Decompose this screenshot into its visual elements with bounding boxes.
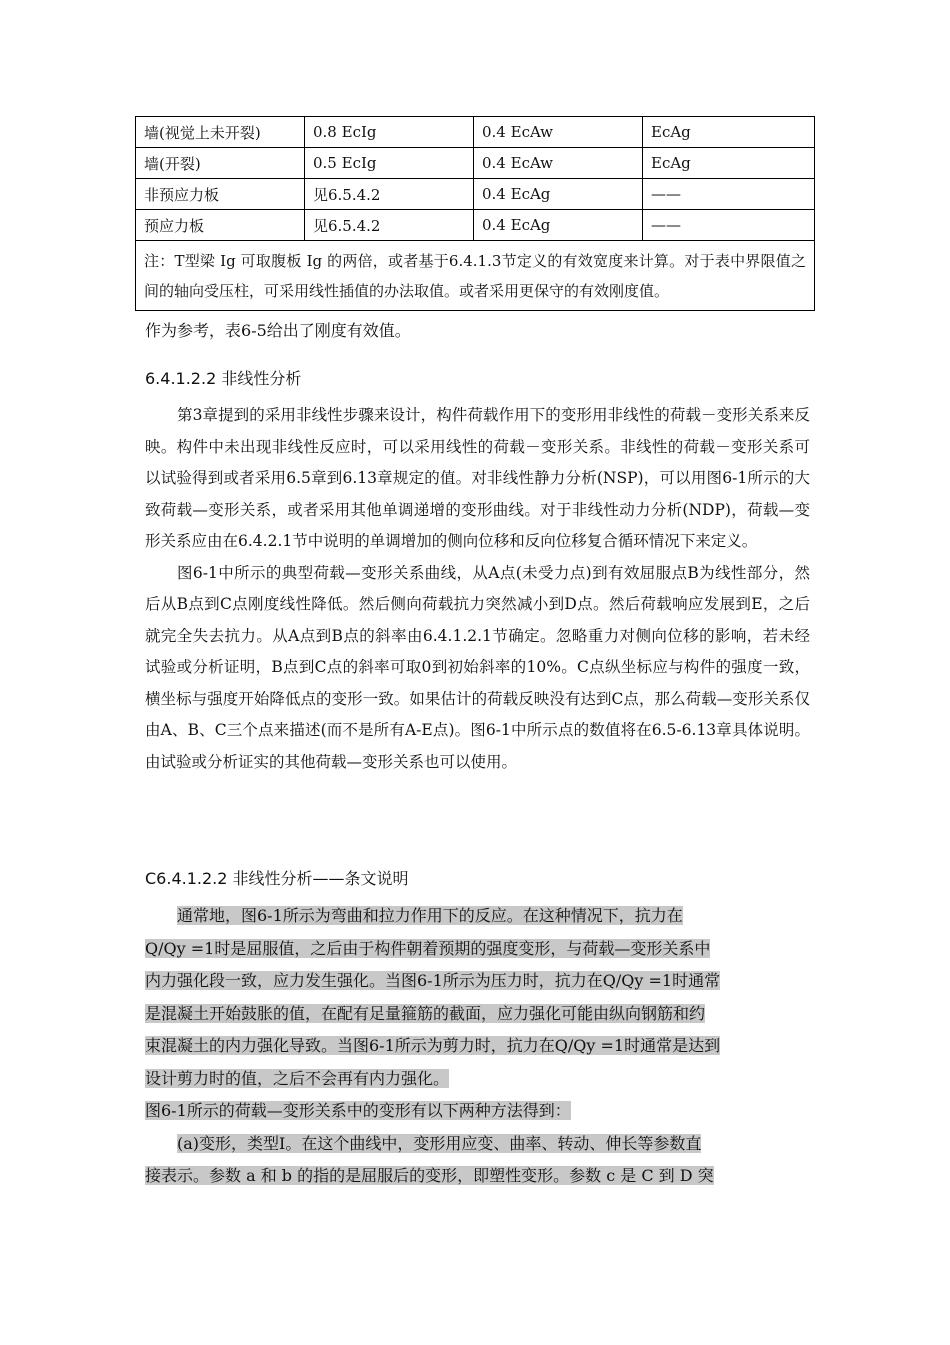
table-cell: 0.4 EcAw: [474, 117, 643, 148]
section-heading: 6.4.1.2.2 非线性分析: [145, 369, 302, 388]
highlighted-line: 内力强化段一致，应力发生强化。当图6-1所示为压力时，抗力在Q/Qy =1时通常: [145, 971, 721, 990]
table-cell: EcAg: [643, 117, 815, 148]
stiffness-table: [135, 116, 815, 311]
paragraph: 图6-1中所示的典型荷载—变形关系曲线，从A点(未受力点)到有效屈服点B为线性部分，然后从B点到C点刚度线性降低。然后侧向荷载抗力突然减小到D点。然后荷载响应发展到E，之后就完全失去抗力。从A点到B点的斜率由6.4.1.2.1节确定。忽略重力对侧向位移的影响，若未经试验或分析证明，B点到C点的斜率可取0到初始斜率的10%。C点纵坐标应与构件的强度一致，横坐标与强度开始降低点的变形一致。如果估计的荷载反映没有达到C点，那么荷载—变形关系仅由A、B、C三个点来描述(而不是所有A-E点)。图6-1中所示点的数值将在6.5-6.13章具体说明。由试验或分析证实的其他荷载—变形关系也可以使用。: [145, 563, 810, 771]
table-cell: 预应力板: [136, 210, 305, 241]
table-row: [136, 179, 815, 210]
table-note-row: [136, 241, 815, 311]
highlighted-line: 通常地，图6-1所示为弯曲和拉力作用下的反应。在这种情况下，抗力在: [177, 906, 683, 925]
table-cell: 0.4 EcAg: [474, 210, 643, 241]
table-cell: 0.4 EcAg: [474, 179, 643, 210]
table-cell: 墙(视觉上未开裂): [136, 117, 305, 148]
highlighted-line: 图6-1所示的荷载—变形关系中的变形有以下两种方法得到：: [145, 1101, 571, 1120]
table-cell: EcAg: [643, 148, 815, 179]
section-body: [145, 400, 810, 778]
table-cell: 0.8 EcIg: [305, 117, 474, 148]
table-cell: 0.4 EcAw: [474, 148, 643, 179]
highlighted-commentary: [145, 900, 810, 1193]
highlighted-line: 设计剪力时的值，之后不会再有内力强化。: [145, 1068, 450, 1088]
table-row: [136, 117, 815, 148]
table-cell: 非预应力板: [136, 179, 305, 210]
highlighted-line: 是混凝土开始鼓胀的值，在配有足量箍筋的截面，应力强化可能由纵向钢筋和约: [145, 1003, 706, 1023]
after-table-text: 作为参考，表6-5给出了刚度有效值。: [145, 321, 411, 340]
highlighted-line: 接表示。参数 a 和 b 的指的是屈服后的变形，即塑性变形。参数 c 是 C 到 D 突: [145, 1166, 714, 1185]
table-row: [136, 210, 815, 241]
table-cell: 见6.5.4.2: [305, 179, 474, 210]
table-cell: ——: [643, 179, 815, 210]
table-cell: ——: [643, 210, 815, 241]
table-row: [136, 148, 815, 179]
highlighted-line: 束混凝土的内力强化导致。当图6-1所示为剪力时，抗力在Q/Qy =1时通常是达到: [145, 1036, 721, 1055]
highlighted-line: (a)变形，类型Ⅰ。在这个曲线中，变形用应变、曲率、转动、伸长等参数直: [177, 1133, 702, 1153]
table-cell: 0.5 EcIg: [305, 148, 474, 179]
paragraph: 第3章提到的采用非线性步骤来设计，构件荷载作用下的变形用非线性的荷载－变形关系来反映。构件中未出现非线性反应时，可以采用线性的荷载－变形关系。非线性的荷载－变形关系可以试验得到或者采用6.5章到6.13章规定的值。对非线性静力分析(NSP)，可以用图6-1所示的大致荷载—变形关系，或者采用其他单调递增的变形曲线。对于非线性动力分析(NDP)，荷载—变形关系应由在6.4.2.1节中说明的单调增加的侧向位移和反向位移复合循环情况下来定义。: [145, 406, 810, 550]
highlighted-line: Q/Qy =1时是屈服值，之后由于构件朝着预期的强度变形，与荷载—变形关系中: [145, 938, 711, 958]
table-cell: 见6.5.4.2: [305, 210, 474, 241]
commentary-heading: C6.4.1.2.2 非线性分析——条文说明: [145, 869, 409, 888]
table-cell: 墙(开裂): [136, 148, 305, 179]
table-note: 注：T型梁 Ig 可取腹板 Ig 的两倍，或者基于6.4.1.3节定义的有效宽度来计算。对于表中界限值之间的轴向受压柱，可采用线性插值的办法取值。或者采用更保守的有效刚度值。: [136, 241, 815, 311]
